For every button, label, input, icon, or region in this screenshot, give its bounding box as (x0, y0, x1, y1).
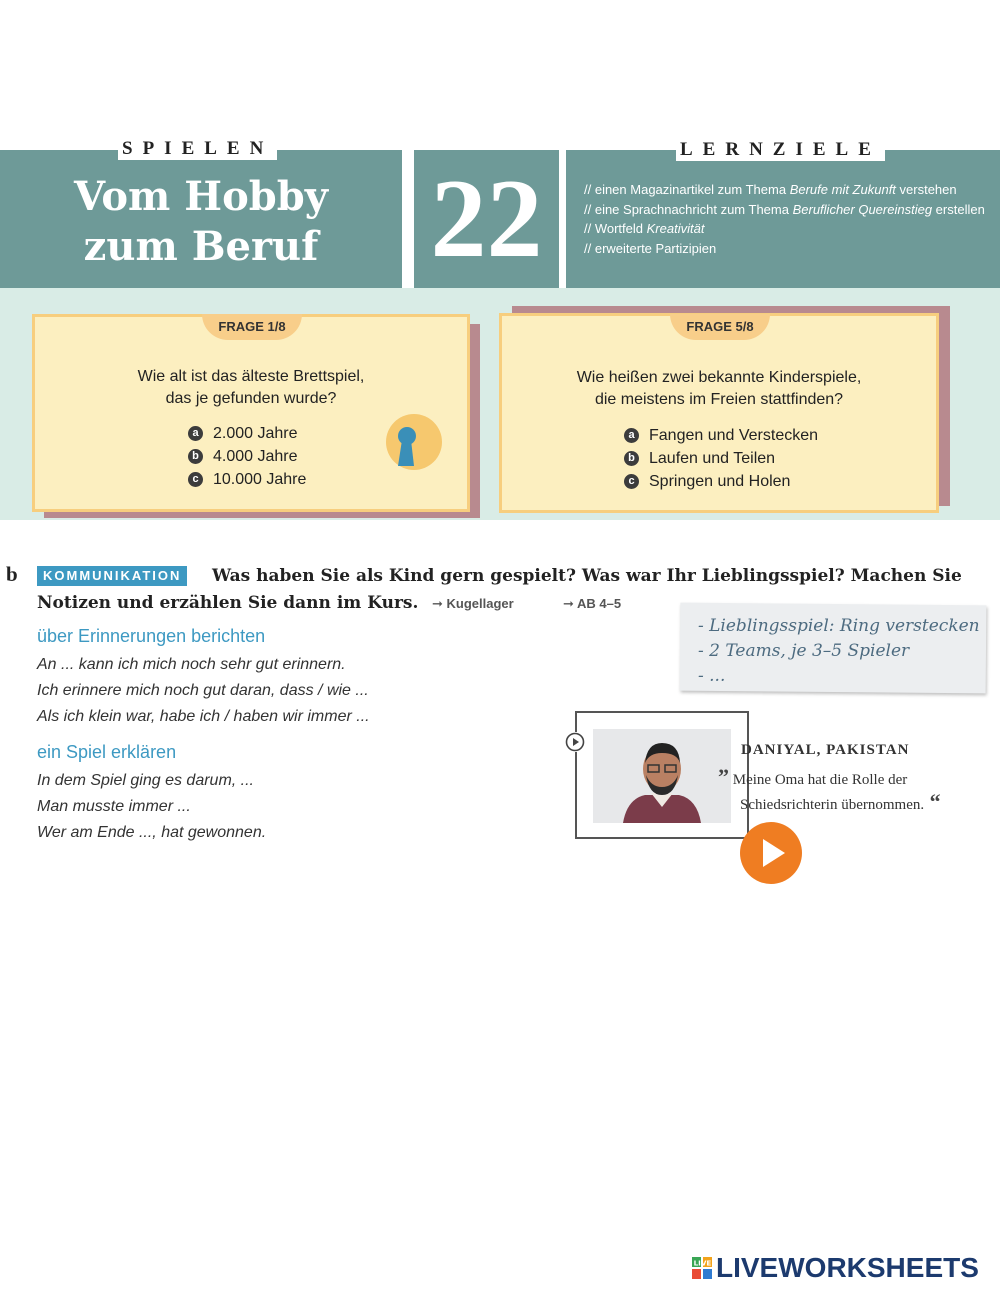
goal-item: // Wortfeld Kreativität (584, 221, 705, 236)
option-letter: c (624, 474, 639, 489)
learning-goals (584, 180, 994, 258)
arrow-right-icon: ➞ (432, 596, 447, 611)
option-letter: a (188, 426, 203, 441)
reference-kugellager: ➞ Kugellager (432, 596, 514, 611)
phrases-heading: über Erinnerungen berichten (37, 626, 266, 646)
quote-close-icon: “ (924, 789, 941, 814)
answer-option[interactable]: c 10.000 Jahre (188, 468, 306, 491)
phrase: Wer am Ende ..., hat gewonnen. (37, 824, 267, 841)
keyhole-icon (386, 414, 442, 470)
option-letter: c (188, 472, 203, 487)
task-text-line-2: Notizen und erzählen Sie dann im Kurs. (37, 593, 419, 613)
phrases-list (37, 768, 266, 846)
answer-option[interactable]: a 2.000 Jahre (188, 422, 306, 445)
answer-option[interactable]: b 4.000 Jahre (188, 445, 306, 468)
task-text-line-1: Was haben Sie als Kind gern gespielt? Was war Ihr Lieblingsspiel? Machen Sie (212, 566, 962, 586)
option-letter: a (624, 428, 639, 443)
play-small-icon[interactable] (565, 732, 585, 752)
phrase: An ... kann ich mich noch sehr gut erinnern. (37, 656, 346, 673)
phrase: In dem Spiel ging es darum, ... (37, 772, 254, 789)
question-text: Wie heißen zwei bekannte Kinderspiele, die meistens im Freien stattfinden? (576, 369, 862, 408)
answer-options (188, 422, 306, 491)
exercise-letter: b (6, 562, 18, 586)
arrow-right-icon: ➞ (563, 596, 578, 611)
page-title (0, 172, 402, 272)
reference-workbook: ➞ AB 4–5 (563, 596, 622, 611)
svg-text:LIVE: LIVE (693, 1258, 712, 1268)
logo-icon (692, 1257, 712, 1279)
title-line-2: zum Beruf (83, 223, 319, 270)
goals-label: LERNZIELE (676, 139, 885, 161)
speaker-quote: ” Meine Oma hat die Rolle der Schiedsrichterin übernommen. “ (718, 764, 941, 814)
chapter-number: 22 (430, 157, 543, 281)
option-letter: b (188, 449, 203, 464)
phrase: Ich erinnere mich noch gut daran, dass / wie ... (37, 682, 369, 699)
quote-open-icon: ” (718, 764, 729, 789)
answer-option[interactable]: b Laufen und Teilen (624, 447, 818, 470)
answer-options (624, 424, 818, 493)
liveworksheets-logo[interactable]: LIVE LIVEWORKSHEETS (693, 1252, 979, 1283)
question-badge: FRAGE 1/8 (202, 314, 302, 340)
phrase: Als ich klein war, habe ich / haben wir immer ... (37, 708, 370, 725)
phrases-list (37, 652, 370, 730)
skill-tag: KOMMUNIKATION (37, 566, 187, 586)
speaker-name: DANIYAL, PAKISTAN (741, 742, 910, 758)
goal-item: // einen Magazinartikel zum Thema Berufe mit Zukunft verstehen (584, 182, 957, 197)
option-letter: b (624, 451, 639, 466)
note-text: - Lieblingsspiel: Ring verstecken - 2 Teams, je 3–5 Spieler - ... (698, 616, 980, 686)
speaker-photo (593, 729, 731, 823)
section-label: SPIELEN (118, 138, 277, 160)
phrase: Man musste immer ... (37, 798, 191, 815)
goal-item: // erweiterte Partizipien (584, 240, 717, 256)
play-video-button[interactable] (738, 820, 804, 886)
phrases-heading: ein Spiel erklären (37, 742, 177, 762)
answer-option[interactable]: c Springen und Holen (624, 470, 818, 493)
question-text: Wie alt ist das älteste Brettspiel, das je gefunden wurde? (137, 368, 365, 407)
title-line-1: Vom Hobby (74, 173, 328, 220)
goal-item: // eine Sprachnachricht zum Thema Beruflicher Quereinstieg erstellen (584, 201, 985, 217)
answer-option[interactable]: a Fangen und Verstecken (624, 424, 818, 447)
question-badge: FRAGE 5/8 (670, 314, 770, 340)
